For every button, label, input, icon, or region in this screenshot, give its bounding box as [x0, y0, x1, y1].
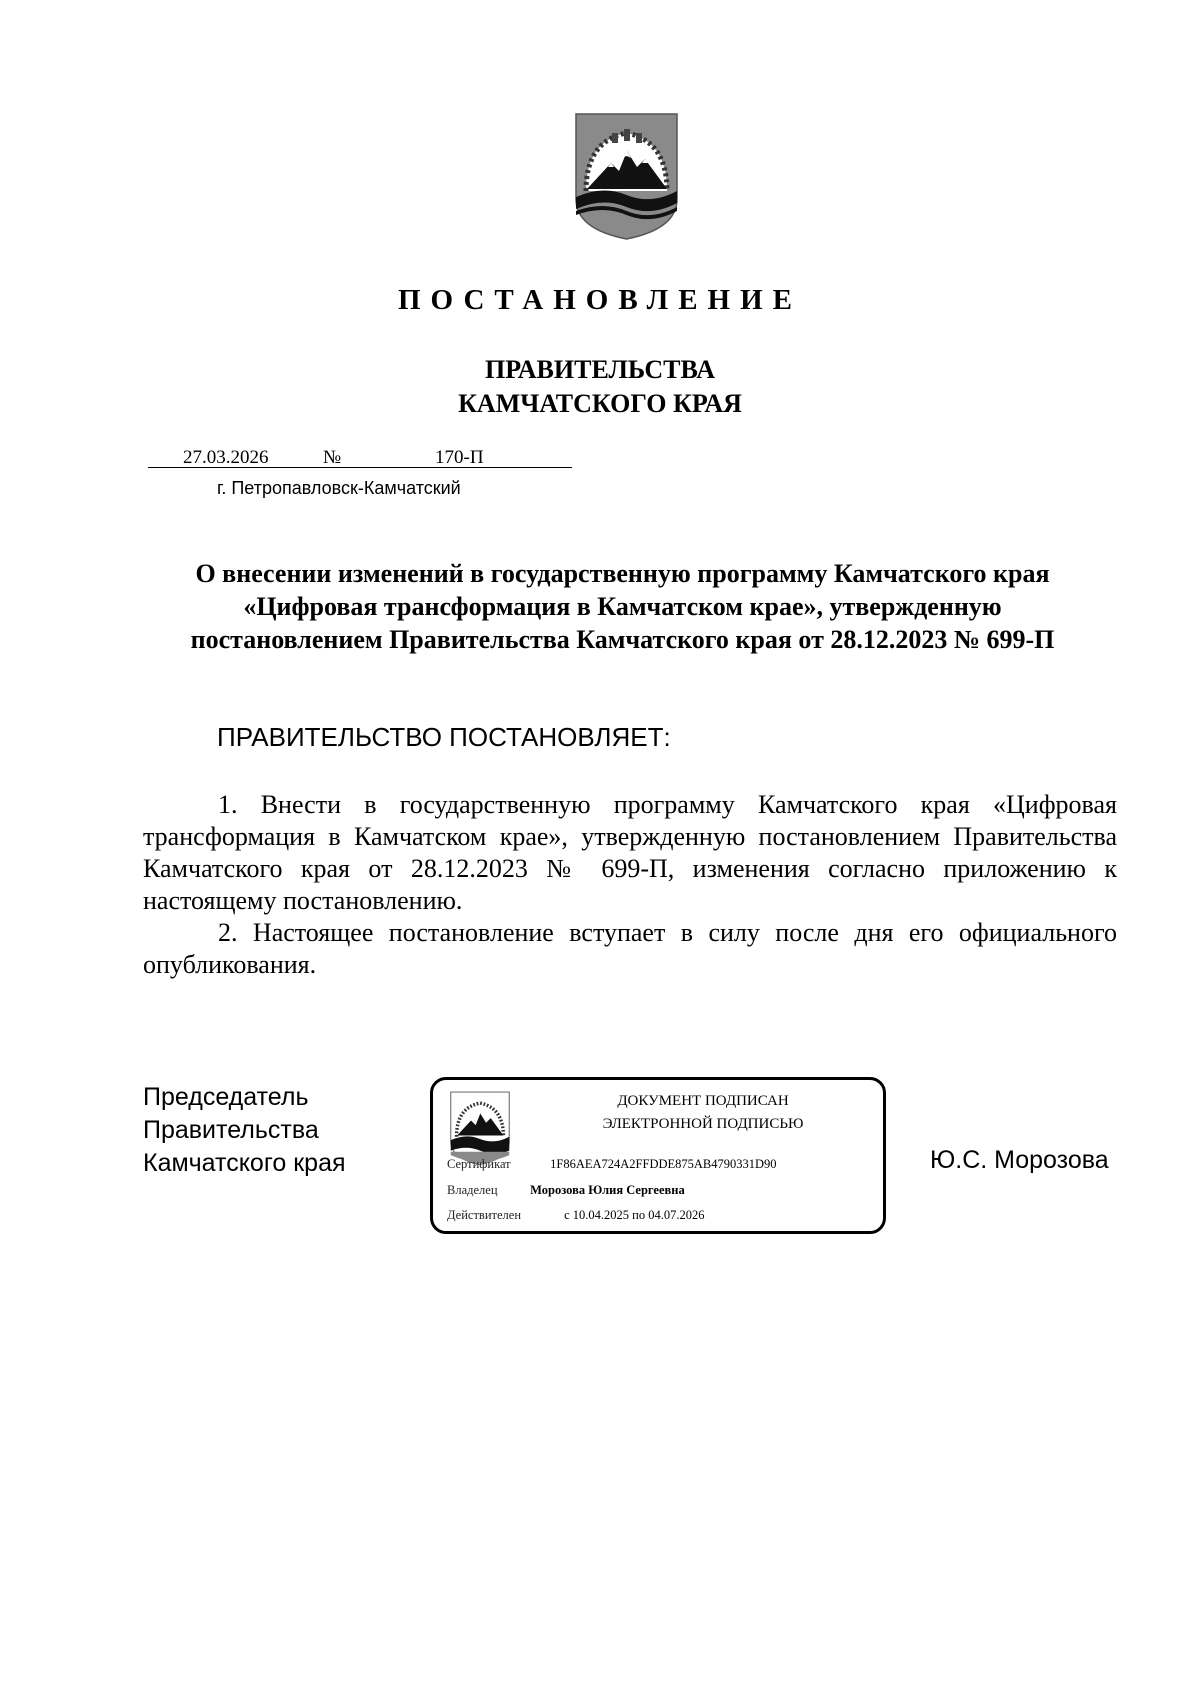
signatory-name: Ю.С. Морозова: [930, 1146, 1109, 1174]
electronic-signature-stamp: [430, 1077, 886, 1234]
document-body: [143, 789, 1117, 981]
validity-label: Действителен: [447, 1208, 522, 1222]
document-city: г. Петропавловск-Камчатский: [217, 478, 461, 498]
subject-line-2: «Цифровая трансформация в Камчатском крае», утвержденную: [243, 592, 1002, 621]
document-number: 170-П: [435, 447, 484, 468]
position-line-3: Камчатского края: [143, 1149, 346, 1177]
position-line-1: Председатель: [143, 1083, 309, 1111]
document-meta-line: [148, 447, 572, 468]
stamp-title-line-1: ДОКУМЕНТ ПОДПИСАН: [617, 1093, 789, 1109]
stamp-validity-row: [447, 1208, 705, 1223]
authority-line-1: ПРАВИТЕЛЬСТВА: [485, 355, 715, 384]
paragraph-1: 1. Внести в государственную программу Камчатского края «Цифровая трансформация в Камчатском крае», утвержденную постановлением Правительства Камчатского края от 28.12.2023 № 699-П, изменения согласно приложению к настоящему постановлению.: [143, 790, 1117, 915]
owner-value: Морозова Юлия Сергеевна: [530, 1183, 685, 1197]
document-date: 27.03.2026: [183, 447, 269, 468]
position-line-2: Правительства: [143, 1116, 319, 1144]
stamp-coat-of-arms-icon: [449, 1088, 511, 1168]
document-type-title: ПОСТАНОВЛЕНИЕ: [397, 284, 802, 316]
stamp-title-line-2: ЭЛЕКТРОННОЙ ПОДПИСЬЮ: [602, 1116, 804, 1132]
signatory-position: [143, 1081, 346, 1180]
stamp-owner-row: [447, 1183, 685, 1198]
validity-value: с 10.04.2025 по 04.07.2026: [564, 1208, 705, 1222]
coat-of-arms-icon: [573, 111, 680, 241]
document-subject: [140, 557, 1105, 656]
decree-heading: ПРАВИТЕЛЬСТВО ПОСТАНОВЛЯЕТ:: [217, 722, 671, 752]
subject-line-3: постановлением Правительства Камчатского края от 28.12.2023 № 699-П: [190, 625, 1055, 654]
certificate-label: Сертификат: [447, 1157, 511, 1171]
authority-line-2: КАМЧАТСКОГО КРАЯ: [458, 389, 742, 418]
subject-line-1: О внесении изменений в государственную программу Камчатского края: [195, 559, 1050, 588]
number-sign: №: [323, 447, 342, 468]
stamp-title: [533, 1090, 873, 1136]
owner-label: Владелец: [447, 1183, 498, 1197]
paragraph-2: 2. Настоящее постановление вступает в силу после дня его официального опубликования.: [143, 918, 1117, 979]
issuing-authority: [0, 353, 1200, 421]
stamp-certificate-row: [447, 1157, 777, 1172]
certificate-value: 1F86AEA724A2FFDDE875AB4790331D90: [550, 1157, 777, 1171]
